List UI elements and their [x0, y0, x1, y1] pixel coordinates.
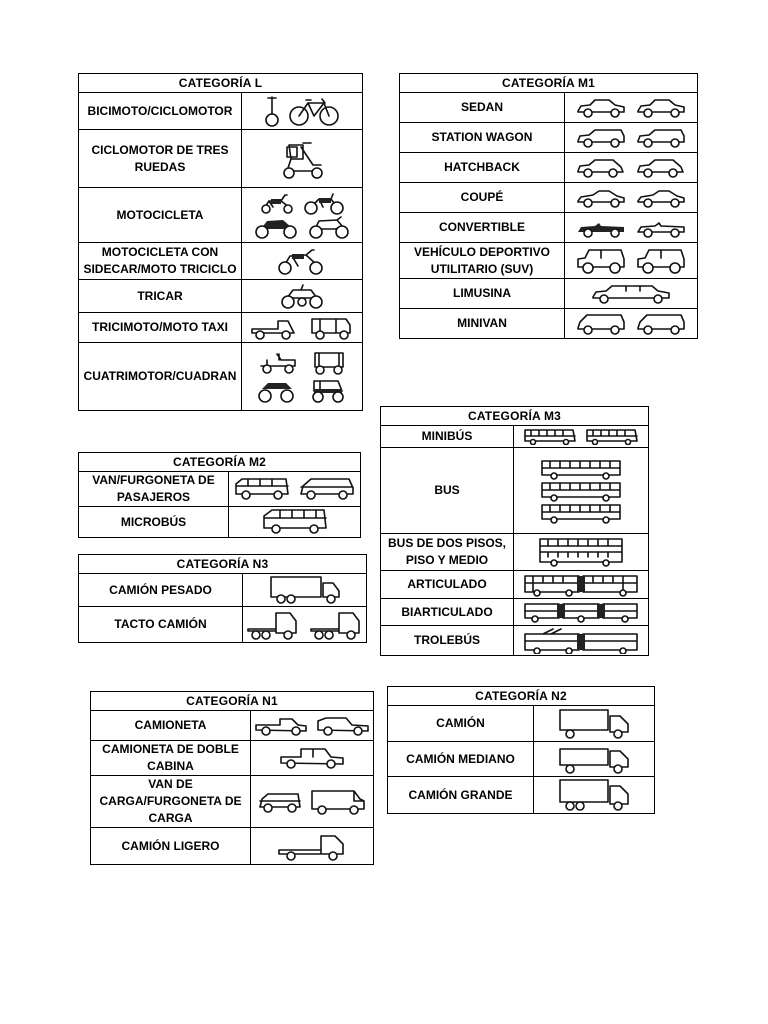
row-label: CICLOMOTOR DE TRES RUEDAS	[79, 130, 242, 188]
row-icons	[251, 741, 374, 776]
table-title: CATEGORÍA M3	[381, 407, 649, 426]
row-label: CAMIÓN	[388, 706, 534, 742]
row-icons	[565, 123, 698, 153]
row-label: SEDAN	[400, 93, 565, 123]
row-label: MOTOCICLETA	[79, 188, 242, 243]
station-wagon-icon	[575, 127, 627, 149]
pickup-icon	[316, 715, 370, 737]
row-label: CAMIÓN GRANDE	[388, 777, 534, 814]
trolleybus-icon	[523, 628, 639, 654]
row-label: LIMUSINA	[400, 279, 565, 309]
hatchback-icon	[635, 157, 687, 179]
biarticulated-bus-icon	[523, 601, 639, 623]
row-label: CAMIÓN LIGERO	[91, 828, 251, 865]
row-icons	[251, 776, 374, 828]
passenger-van-icon	[299, 476, 355, 502]
table-title: CATEGORÍA N3	[79, 555, 367, 574]
limousine-icon	[590, 283, 672, 305]
sport-motorcycle-icon	[253, 215, 299, 239]
row-label: MICROBÚS	[79, 507, 229, 538]
row-icons	[534, 706, 655, 742]
bus-icon	[540, 502, 622, 524]
table-categoria-l	[78, 73, 363, 411]
row-label: CAMIONETA DE DOBLE CABINA	[91, 741, 251, 776]
row-icons	[534, 742, 655, 777]
row-icons	[565, 93, 698, 123]
tractor-unit-icon	[309, 609, 363, 641]
row-label: TRICAR	[79, 280, 242, 313]
table-categoria-n1	[90, 691, 374, 865]
row-icons	[243, 607, 367, 643]
row-label: CAMIONETA	[91, 711, 251, 741]
row-icons	[242, 343, 363, 411]
convertible-icon	[635, 217, 687, 239]
row-label: BUS	[381, 448, 514, 534]
coupe-icon	[575, 187, 627, 209]
cargo-van-icon	[310, 787, 366, 817]
minivan-icon	[635, 312, 687, 336]
row-icons	[565, 309, 698, 339]
minibus-icon	[585, 427, 639, 445]
row-icons	[242, 243, 363, 280]
atv-icon	[254, 377, 298, 405]
row-icons	[514, 571, 649, 599]
pickup-icon	[254, 715, 308, 737]
row-icons	[565, 153, 698, 183]
row-label: HATCHBACK	[400, 153, 565, 183]
row-label: VAN/FURGONETA DE PASAJEROS	[79, 472, 229, 507]
table-title: CATEGORÍA N2	[388, 687, 655, 706]
row-label: STATION WAGON	[400, 123, 565, 153]
station-wagon-icon	[635, 127, 687, 149]
suv-icon	[635, 247, 687, 275]
passenger-van-icon	[234, 476, 290, 502]
row-icons	[242, 280, 363, 313]
row-icons	[242, 93, 363, 130]
row-label: VEHÍCULO DEPORTIVO UTILITARIO (SUV)	[400, 243, 565, 279]
row-icons	[243, 574, 367, 607]
row-icons	[565, 213, 698, 243]
bus-icon	[540, 480, 622, 502]
convertible-icon	[575, 217, 627, 239]
touring-motorcycle-icon	[307, 215, 351, 239]
minivan-icon	[575, 312, 627, 336]
table-categoria-n2	[387, 686, 655, 814]
row-label: CUATRIMOTOR/CUADRAN	[79, 343, 242, 411]
table-title: CATEGORÍA M2	[79, 453, 361, 472]
dirt-bike-icon	[303, 191, 345, 215]
golf-cart-icon	[255, 350, 301, 376]
microbus-icon	[262, 508, 328, 536]
row-icons	[534, 777, 655, 814]
double-decker-bus-icon	[538, 537, 624, 567]
table-title: CATEGORÍA N1	[91, 692, 374, 711]
row-label: TRICIMOTO/MOTO TAXI	[79, 313, 242, 343]
coupe-icon	[635, 187, 687, 209]
row-icons	[514, 426, 649, 448]
row-label: BIARTICULADO	[381, 599, 514, 626]
row-label: CONVERTIBLE	[400, 213, 565, 243]
row-icons	[229, 507, 361, 538]
row-icons	[514, 626, 649, 656]
tricar-icon	[277, 282, 327, 310]
row-icons	[242, 188, 363, 243]
utility-cart-icon	[309, 349, 349, 377]
motorcycle-sidecar-icon	[276, 246, 328, 276]
row-icons	[565, 183, 698, 213]
row-label: BICIMOTO/CICLOMOTOR	[79, 93, 242, 130]
row-label: TACTO CAMIÓN	[79, 607, 243, 643]
table-categoria-m2	[78, 452, 361, 538]
hatchback-icon	[575, 157, 627, 179]
table-title: CATEGORÍA L	[79, 74, 363, 93]
row-icons	[565, 279, 698, 309]
medium-truck-icon	[558, 743, 630, 775]
row-icons	[229, 472, 361, 507]
unicycle-icon	[264, 95, 280, 127]
box-truck-icon	[558, 708, 630, 740]
row-label: VAN DE CARGA/FURGONETA DE CARGA	[91, 776, 251, 828]
minibus-icon	[523, 427, 577, 445]
suv-icon	[575, 247, 627, 275]
row-label: TROLEBÚS	[381, 626, 514, 656]
mobility-scooter-icon	[277, 137, 327, 181]
sedan-icon	[575, 97, 627, 119]
scooter-icon	[259, 191, 295, 215]
utv-icon	[306, 377, 350, 405]
row-icons	[514, 534, 649, 571]
row-label: MINIBÚS	[381, 426, 514, 448]
large-truck-icon	[558, 778, 630, 812]
row-icons	[242, 130, 363, 188]
bicycle-icon	[288, 95, 340, 127]
light-truck-icon	[277, 830, 347, 862]
bus-icon	[540, 458, 622, 480]
tractor-unit-icon	[246, 609, 300, 641]
table-title: CATEGORÍA M1	[400, 74, 698, 93]
table-categoria-m1	[399, 73, 698, 339]
row-icons	[514, 448, 649, 534]
trike-pickup-icon	[248, 315, 298, 341]
sedan-icon	[635, 97, 687, 119]
row-icons	[251, 828, 374, 865]
row-icons	[514, 599, 649, 626]
row-icons	[565, 243, 698, 279]
row-label: ARTICULADO	[381, 571, 514, 599]
double-cab-pickup-icon	[279, 745, 345, 771]
row-label: COUPÉ	[400, 183, 565, 213]
row-label: MOTOCICLETA CON SIDECAR/MOTO TRICICLO	[79, 243, 242, 280]
row-label: MINIVAN	[400, 309, 565, 339]
row-icons	[242, 313, 363, 343]
row-label: BUS DE DOS PISOS, PISO Y MEDIO	[381, 534, 514, 571]
row-icons	[251, 711, 374, 741]
row-label: CAMIÓN MEDIANO	[388, 742, 534, 777]
cargo-van-icon	[258, 789, 302, 815]
heavy-truck-icon	[269, 575, 341, 605]
moto-taxi-icon	[306, 315, 356, 341]
row-label: CAMIÓN PESADO	[79, 574, 243, 607]
articulated-bus-icon	[523, 573, 639, 597]
table-categoria-n3	[78, 554, 367, 643]
table-categoria-m3	[380, 406, 649, 656]
